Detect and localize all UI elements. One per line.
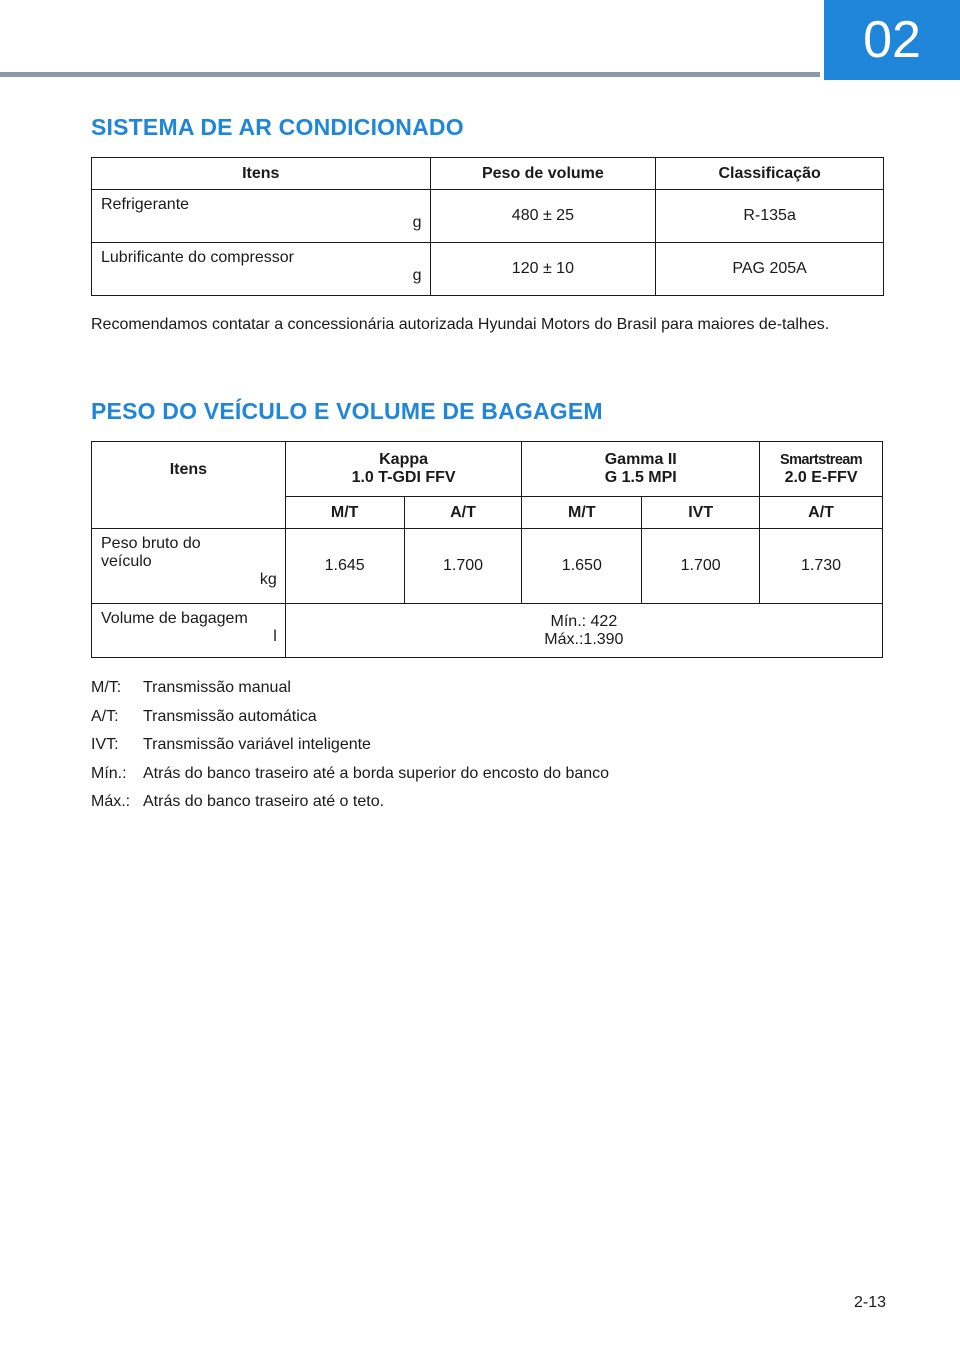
chapter-tab: 02	[824, 0, 960, 80]
engine-name: Smartstream	[780, 452, 863, 468]
engine-header-kappa	[285, 442, 522, 497]
ac-header-items: Itens	[92, 158, 431, 190]
gross-weight-unit: kg	[259, 571, 277, 588]
ac-item-unit: g	[412, 214, 422, 231]
transmission-header: A/T	[760, 497, 883, 529]
luggage-max: Máx.:1.390	[544, 630, 624, 648]
page-number: 2-13	[853, 1294, 886, 1311]
legend-key: Máx.:	[91, 793, 131, 811]
luggage-unit: l	[273, 628, 277, 645]
ac-item-cell	[92, 190, 431, 243]
engine-spec: G 1.5 MPI	[604, 469, 677, 486]
gross-weight-value: 1.650	[522, 529, 642, 604]
list-item	[91, 760, 609, 789]
gross-weight-value: 1.700	[642, 529, 760, 604]
ac-item-label: Lubrificante do compressor	[101, 249, 294, 266]
luggage-label: Volume de bagagem	[101, 610, 248, 627]
ac-item-label: Refrigerante	[101, 196, 190, 213]
table-row	[92, 190, 884, 243]
gross-weight-label-cell	[92, 529, 286, 604]
legend-key: A/T:	[91, 707, 119, 725]
engine-header-smartstream	[760, 442, 883, 497]
ac-class-value: PAG 205A	[656, 243, 884, 296]
table-row	[92, 604, 883, 658]
gross-weight-value: 1.700	[404, 529, 522, 604]
luggage-min: Mín.: 422	[550, 612, 618, 630]
legend-value: Atrás do banco traseiro até a borda superior do encosto do banco	[143, 764, 610, 782]
section-title-weight: PESO DO VEÍCULO E VOLUME DE BAGAGEM	[91, 398, 603, 424]
table-row	[92, 529, 883, 604]
engine-spec: 1.0 T-GDI FFV	[351, 469, 456, 486]
legend-value: Transmissão automática	[143, 707, 317, 725]
legend-key: M/T:	[91, 679, 122, 697]
list-item	[91, 703, 609, 732]
weight-header-items: Itens	[92, 442, 286, 529]
transmission-header: M/T	[285, 497, 404, 529]
section-title-ac: SISTEMA DE AR CONDICIONADO	[91, 114, 464, 140]
legend-key: IVT:	[91, 736, 119, 754]
engine-name: Kappa	[379, 451, 429, 468]
gross-weight-label: veículo	[101, 553, 152, 570]
engine-header-gamma	[522, 442, 760, 497]
ac-weight-value: 480 ± 25	[430, 190, 656, 243]
engine-spec: 2.0 E-FFV	[784, 469, 858, 486]
legend-value: Transmissão variável inteligente	[143, 736, 371, 754]
ac-item-unit: g	[412, 267, 422, 284]
ac-table	[91, 157, 884, 296]
gross-weight-label: Peso bruto do	[101, 535, 201, 552]
ac-class-value: R-135a	[656, 190, 884, 243]
weight-table	[91, 441, 883, 658]
list-item	[91, 674, 609, 703]
ac-item-cell	[92, 243, 431, 296]
abbreviation-legend	[91, 674, 609, 817]
header-rule	[0, 72, 820, 77]
ac-header-class: Classificação	[656, 158, 884, 190]
luggage-label-cell	[92, 604, 286, 658]
engine-name: Gamma II	[604, 451, 677, 468]
legend-value: Atrás do banco traseiro até o teto.	[143, 793, 385, 811]
gross-weight-value: 1.730	[760, 529, 883, 604]
legend-key: Mín.:	[91, 764, 127, 782]
legend-value: Transmissão manual	[143, 679, 291, 697]
transmission-header: A/T	[404, 497, 522, 529]
ac-weight-value: 120 ± 10	[430, 243, 656, 296]
list-item	[91, 731, 609, 760]
transmission-header: IVT	[642, 497, 760, 529]
list-item	[91, 788, 609, 817]
ac-note: Recomendamos contatar a concessionária autorizada Hyundai Motors do Brasil para maiores de-talhes.	[91, 316, 830, 333]
table-row	[92, 243, 884, 296]
transmission-header: M/T	[522, 497, 642, 529]
ac-header-weight: Peso de volume	[430, 158, 656, 190]
gross-weight-value: 1.645	[285, 529, 404, 604]
luggage-value-cell	[285, 604, 882, 658]
